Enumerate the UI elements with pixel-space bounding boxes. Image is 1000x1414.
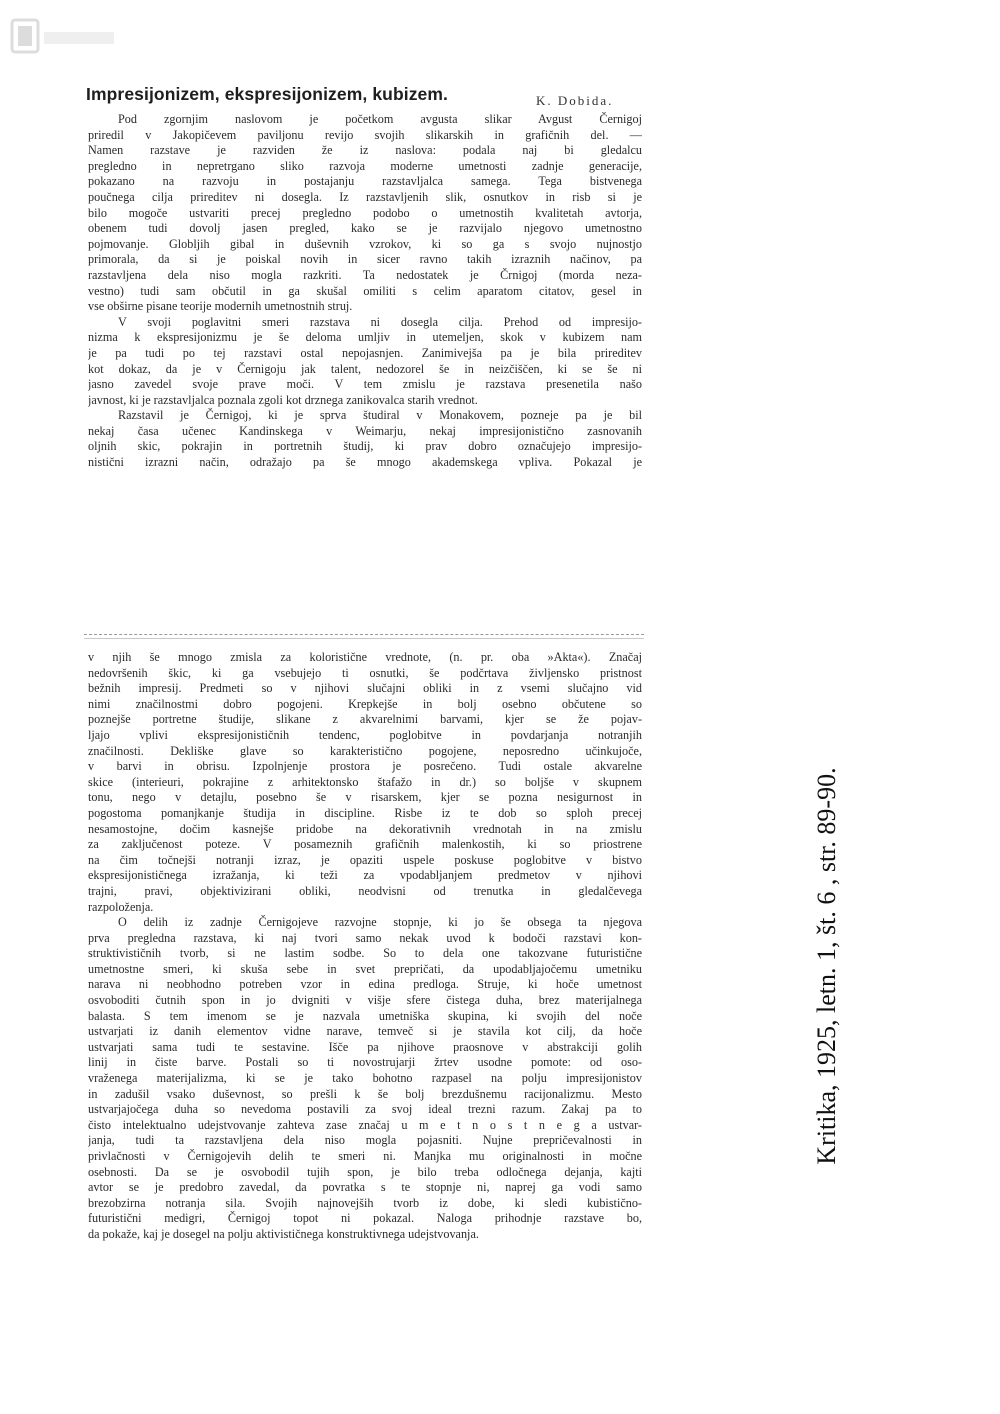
text-line: razpoloženja. — [88, 899, 154, 914]
text-line: obenem tudi dovolj jasen pregled, kako se je razvijalo njegovo umetnostno — [88, 221, 642, 236]
text-line: ustvarjati sama tudi te sestavine. Išče pa njihove praosnove v abstrakciji golih — [88, 1039, 642, 1054]
text-line: nistični izrazni način, odražajo pa še mnogo akademskega vpliva. Pokazal je — [88, 455, 642, 470]
page-divider-shadow — [84, 638, 644, 639]
text-line: nedovršenih škic, ki ga vsebujejo ti osnutki, še podčrtava življensko pristnost — [88, 665, 642, 680]
text-line: in zadušil vsako duševnost, so prešli k še bolj brezdušnemu racijonalizmu. Mesto — [88, 1086, 642, 1101]
text-line: V svoji poglavitni smeri razstava ni dosegla cilja. Prehod od impresijo- — [118, 314, 642, 329]
watermark-logo-icon — [10, 14, 120, 58]
text-line: da pokaže, kaj je dosegel na polju aktivističnega konstruktivnega udejstvovanja. — [88, 1226, 479, 1241]
text-line: osebnosti. Da se je osvobodil tujih spon, je bilo treba odločnega dejanja, kajti — [88, 1164, 642, 1179]
paragraph — [88, 315, 642, 409]
text-line: umetnostne smeri, ki skuša sebe in svet prepričati, da upodabljajočemu umetniku — [88, 961, 642, 976]
text-line: narava ni neobhodno potreben vzor in edina predloga. Struje, ki hoče umetnost — [88, 977, 642, 992]
text-line: razstavljena dela niso mogla razkriti. Ta nedostatek je Črnigoj (morda neza- — [88, 267, 642, 282]
text-line: vestno) tudi sam občutil in ga skušal omiliti s celim aparatom citatov, gesel in — [88, 283, 642, 298]
text-line: poučnega cilja prireditev ni dosegla. Iz razstavljenih slik, osnutkov in risb si je — [88, 189, 642, 204]
paragraph — [88, 112, 642, 315]
text-line: bilo mogoče ustvariti precej pregledno podobo o umetnostih kvalitetah avtorja, — [88, 205, 642, 220]
article-author: K. Dobida. — [536, 93, 614, 108]
text-line: jasno zavedel svoje prave moči. V tem zmislu je razstava presenetila našo — [88, 377, 642, 392]
text-line: osvoboditi čutnih spon in jo dvigniti v višje sfere čistega duha, brez materijalnega — [88, 993, 642, 1008]
page-two-column — [88, 650, 642, 1243]
text-line: Namen razstave je razviden že iz naslova: podala naj bi gledalcu — [88, 143, 642, 158]
text-line: pogostoma pomanjkanje študija in discipline. Risbe iz te dob so sploh precej — [88, 805, 642, 820]
text-line: pokazano na razvoju in postajanju razstavljalca samega. Tega bistvenega — [88, 174, 642, 189]
text-line: vraženega materijalizma, ki se je tako bohotno razpasel na polju impresijonistov — [88, 1071, 642, 1086]
text-line: v barvi in obrisu. Izpolnjenje prostora je posrečeno. Tudi ostale akvarelne — [88, 759, 642, 774]
text-line: nesamostojne, dočim kasnejše pridobe na dekorativnih vrednotah in na zmislu — [88, 821, 642, 836]
text-line: vse obširne pisane teorije modernih umetnostnih struj. — [88, 299, 353, 314]
text-line: oljnih skic, pokrajin in portretnih študij, ki prav dobro označujejo impresijo- — [88, 439, 642, 454]
page-divider — [84, 634, 644, 635]
text-line: značilnosti. Dekliške glave so karakteristično pogojene, neposredno učinkujoče, — [88, 743, 642, 758]
text-line: javnost, ki je razstavljalca poznala zgoli kot drznega zanikovalca starih vrednot. — [88, 392, 478, 407]
text-line: nekaj časa učenec Kandinskega v Weimarju, nekaj impresijonistično zasnovanih — [88, 423, 642, 438]
page-one-column — [88, 112, 642, 471]
text-line: čisto intelektualno udejstvovanje zahteva zase značaj u m e t n o s t n e g a ustvar- — [88, 1117, 642, 1132]
text-line: priredil v Jakopičevem paviljonu revijo svojih slikarskih in grafičnih del. — — [88, 127, 642, 142]
article-title: Impresijonizem, ekspresijonizem, kubizem. — [86, 84, 448, 104]
text-line: poznejše portretne študije, slikane z akvarelnimi barvami, kjer se že pojav- — [88, 712, 642, 727]
text-line: janja, tudi ta razstavljena dela niso mogla pojasniti. Nujne prepričevalnosti in — [88, 1133, 642, 1148]
text-line: futuristični medigri, Černigoj topot ni pokazal. Naloga prihodnje razstave bo, — [88, 1211, 642, 1226]
text-line: ustvarjajočega duha so nevedoma postavili za svoj ideal trezni razum. Zakaj pa to — [88, 1102, 642, 1117]
text-line: O delih iz zadnje Černigojeve razvojne stopnje, ki jo še obsega ta njegova — [118, 915, 642, 930]
text-line: za zaključenost poteze. V posameznih grafičnih malenkostih, ki so priostrene — [88, 837, 642, 852]
text-line: avtor se je predobro zavedal, da povratka s te stopnje ni, naprej ga vodi samo — [88, 1180, 642, 1195]
text-line: Razstavil je Černigoj, ki je sprva študiral v Monakovem, pozneje pa je bil — [118, 408, 642, 423]
text-line: ljajo vplivi ekspresijonističnih tendenc, poglobitve in povdarjanja notranjih — [88, 727, 642, 742]
text-line: primorala, da si je poiskal novih in sicer ravno takih izraznih načinov, pa — [88, 252, 642, 267]
paragraph — [88, 408, 642, 470]
text-line: kot dokaz, da je v Černigoju jak talent, nedozorel še in neizčiščen, ki se še ni — [88, 361, 642, 376]
text-line: brezobzirna notranja sila. Svojih najnovejših tvorb iz dobe, ki sledi kubistično- — [88, 1195, 642, 1210]
citation-note: Kritika, 1925, letn. 1, št. 6 , str. 89-90. — [812, 767, 841, 1165]
text-line: je pa tudi po tej razstavi ostal nepojasnjen. Zanimivejša pa je bila prireditev — [88, 345, 642, 360]
text-line: ustvarjati iz danih elementov vidne narave, temveč si je stavila kot cilj, da hoče — [88, 1024, 642, 1039]
text-line: balasta. S tem imenom se je nazvala umetniška skupina, ki svojih del noče — [88, 1008, 642, 1023]
text-line: tonu, nego v detajlu, posebno še v risarskem, kjer se pozna nesigurnost in — [88, 790, 642, 805]
text-line: Pod zgornjim naslovom je početkom avgusta slikar Avgust Černigoj — [118, 112, 642, 126]
text-line: skice (interieuri, pokrajine z arhitektonsko štafažo in dr.) so boljše v skupnem — [88, 774, 642, 789]
text-line: trajni, pravi, objektivizirani obliki, neodvisni od trenutka in gledalčevega — [88, 883, 642, 898]
paragraph — [88, 915, 642, 1242]
text-line: struktivističnih tvorb, si ne lastim sodbe. So to dela one takozvane futuristične — [88, 946, 642, 961]
text-line: na čim točnejši notranji izraz, je opaziti uspele poskuse poglobitve v bistvo — [88, 852, 642, 867]
text-line: nizma k ekspresijonizmu je še deloma umljiv in utemeljen, skok v kubizem nam — [88, 330, 642, 345]
text-line: bežnih impresij. Predmeti so v njihovi slučajni obliki in z vsemi slučajno vid — [88, 681, 642, 696]
text-line: nimi značilnostmi dobro pogojeni. Krepkejše in bolj osebno občutene so — [88, 696, 642, 711]
paragraph — [88, 650, 642, 915]
text-line: prva pregledna razstava, ki naj tvori samo nekak uvod k bodoči razstavi kon- — [88, 930, 642, 945]
text-line: linij in čiste barve. Postali so ti novostrujarji žrtev usodne pomote: od oso- — [88, 1055, 642, 1070]
text-line: privlačnosti v Černigojevih delih te smeri ni. Manjka mu originalnosti in močne — [88, 1149, 642, 1163]
text-line: v njih še mnogo zmisla za koloristične vrednote, (n. pr. oba »Akta«). Značaj — [88, 650, 642, 664]
text-line: pojmovanje. Globljih gibal in duševnih vzrokov, ki so ga s svojo nujnostjo — [88, 236, 642, 251]
text-line: pregledno in nepretrgano sliko razvoja moderne umetnosti zadnje generacije, — [88, 158, 642, 173]
text-line: ekspresijonističnega izražanja, ki teži za vpodabljanjem predmetov v njihovi — [88, 868, 642, 883]
